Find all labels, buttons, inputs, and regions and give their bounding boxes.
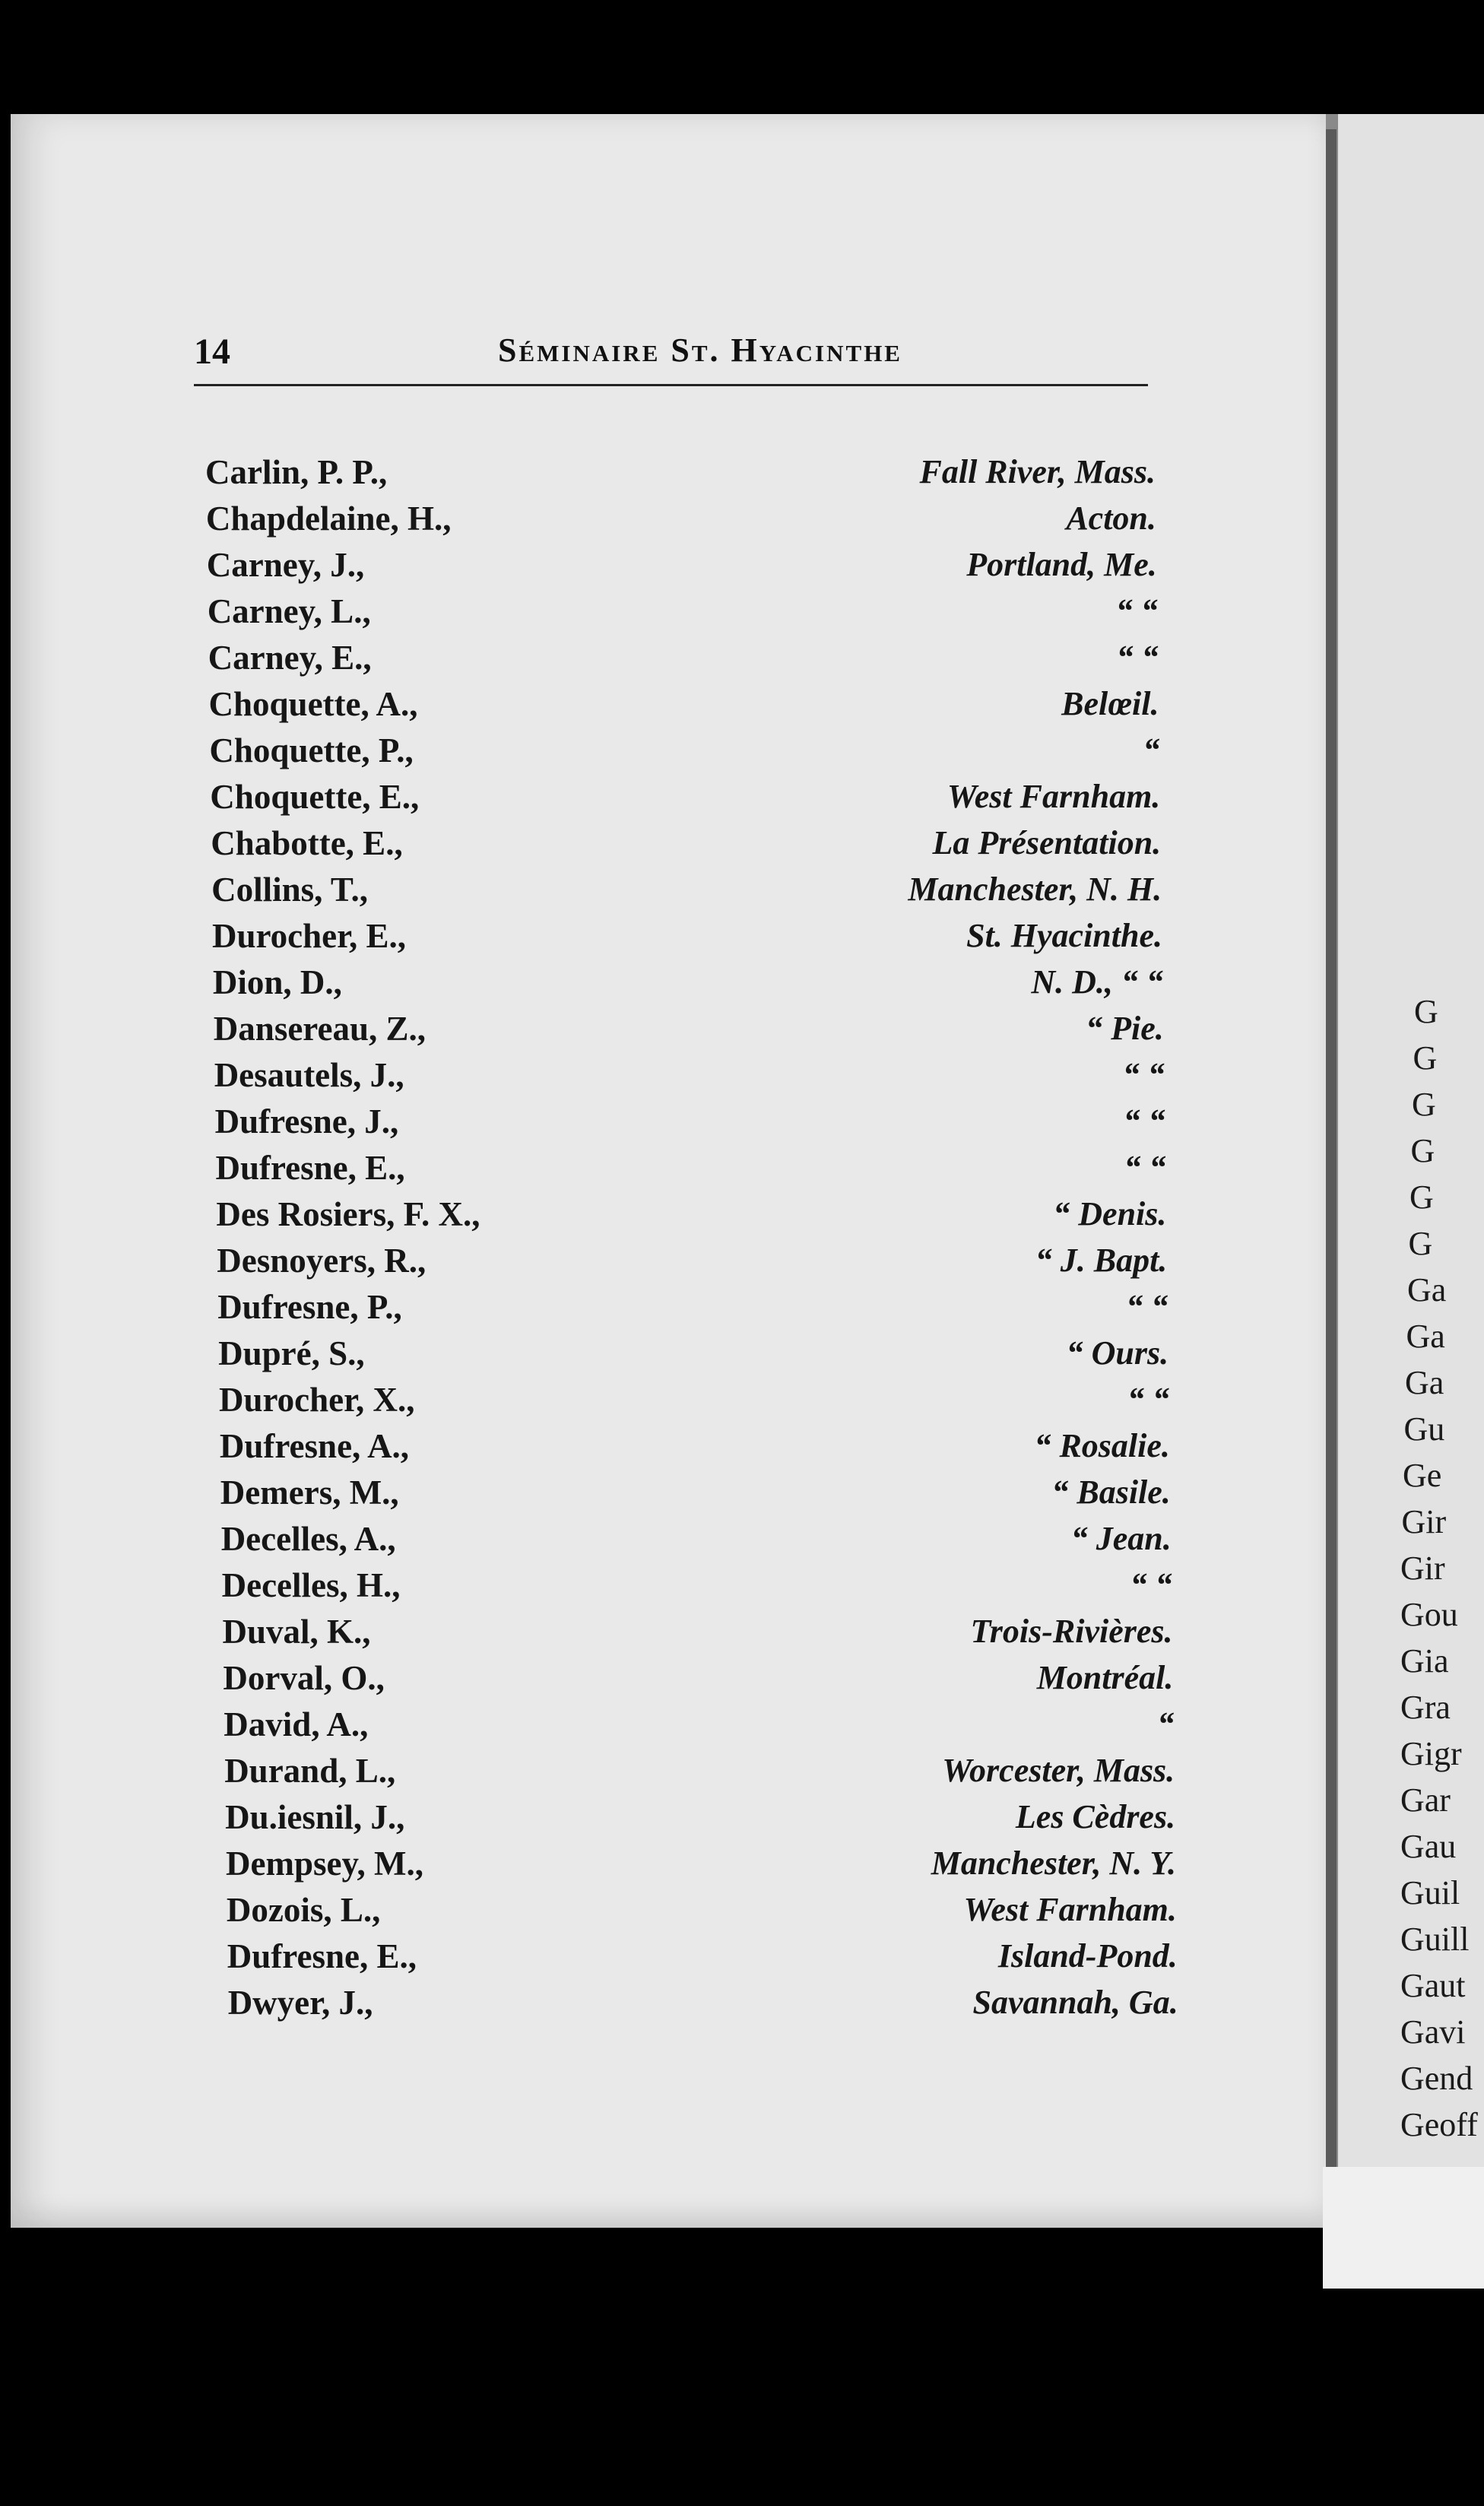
list-item bbox=[0, 1426, 1484, 1469]
list-item bbox=[0, 916, 1484, 959]
entry-place: “ “ bbox=[1115, 592, 1158, 630]
entry-name: Dwyer, J., bbox=[227, 1984, 373, 2022]
entry-name: Decelles, H., bbox=[221, 1566, 401, 1604]
entry-place: Trois-Rivières. bbox=[970, 1613, 1173, 1650]
list-item bbox=[0, 963, 1484, 1005]
list-item bbox=[0, 1844, 1484, 1886]
list-item bbox=[0, 1009, 1484, 1052]
facing-page-fragment: Ge bbox=[1403, 1457, 1442, 1494]
entry-place: Portland, Me. bbox=[966, 546, 1157, 583]
entry-name: Choquette, A., bbox=[208, 685, 418, 723]
list-item bbox=[0, 1705, 1484, 1747]
entry-name: Desautels, J., bbox=[214, 1056, 404, 1094]
entry-place: “ “ bbox=[1126, 1288, 1168, 1325]
entry-name: Dufresne, P., bbox=[217, 1288, 402, 1326]
entry-name: Desnoyers, R., bbox=[217, 1242, 426, 1280]
entry-name: Chapdelaine, H., bbox=[205, 500, 452, 538]
list-item bbox=[0, 1519, 1484, 1562]
entry-name: Dion, D., bbox=[212, 963, 342, 1001]
facing-page-fragment: Ga bbox=[1406, 1318, 1445, 1355]
facing-page-fragment: Gigr bbox=[1400, 1735, 1462, 1772]
entry-place: Acton. bbox=[1066, 500, 1156, 537]
list-item bbox=[0, 1334, 1484, 1376]
entry-name: Dansereau, Z., bbox=[213, 1010, 426, 1048]
entry-place: St. Hyacinthe. bbox=[966, 917, 1162, 954]
list-item bbox=[0, 499, 1484, 541]
entry-place: “ Basile. bbox=[1051, 1473, 1171, 1511]
facing-page-fragment: G bbox=[1413, 1039, 1438, 1077]
entry-name: Demers, M., bbox=[220, 1473, 399, 1512]
facing-page-fragment: Gia bbox=[1400, 1642, 1449, 1680]
list-item bbox=[0, 1565, 1484, 1608]
list-item bbox=[0, 870, 1484, 912]
list-item bbox=[0, 1658, 1484, 1701]
entry-name: Chabotte, E., bbox=[211, 824, 403, 862]
entry-place: Worcester, Mass. bbox=[942, 1752, 1175, 1789]
list-item bbox=[0, 1380, 1484, 1423]
list-item bbox=[0, 1287, 1484, 1330]
list-item bbox=[0, 1983, 1484, 2025]
entry-name: Dufresne, E., bbox=[215, 1149, 405, 1187]
entry-place: “ “ bbox=[1122, 1056, 1165, 1093]
facing-page-fragment: Gir bbox=[1401, 1503, 1447, 1540]
page-number: 14 bbox=[194, 331, 230, 372]
entry-place: Manchester, N. H. bbox=[908, 871, 1162, 908]
entry-name: Carney, J., bbox=[206, 546, 365, 584]
entry-name: Decelles, A., bbox=[220, 1520, 396, 1558]
entry-place: La Présentation. bbox=[932, 824, 1162, 861]
list-item bbox=[0, 1194, 1484, 1237]
list-item bbox=[0, 1612, 1484, 1654]
entry-name: Collins, T., bbox=[211, 871, 368, 909]
list-item bbox=[0, 638, 1484, 680]
entry-name: Des Rosiers, F. X., bbox=[216, 1195, 480, 1233]
list-item bbox=[0, 1148, 1484, 1191]
facing-page-fragment: Gar bbox=[1400, 1781, 1451, 1819]
entry-place: N. D., “ “ bbox=[1031, 963, 1163, 1001]
entry-name: Dufresne, A., bbox=[219, 1427, 410, 1465]
entry-name: Dupré, S., bbox=[218, 1334, 365, 1372]
entry-place: Island-Pond. bbox=[997, 1937, 1178, 1975]
entry-name: Duval, K., bbox=[222, 1613, 371, 1651]
entry-name: Dufresne, E., bbox=[227, 1937, 417, 1975]
entry-place: “ bbox=[1157, 1705, 1175, 1743]
facing-page-fragment: G bbox=[1410, 1132, 1435, 1169]
facing-page-fragment: Gou bbox=[1400, 1596, 1458, 1633]
running-title: Séminaire St. Hyacinthe bbox=[498, 331, 902, 369]
entry-place: West Farnham. bbox=[963, 1891, 1177, 1928]
entry-name: Choquette, E., bbox=[210, 778, 420, 816]
facing-page-fragment: Gaut bbox=[1400, 1967, 1466, 2004]
entry-name: Carney, L., bbox=[207, 592, 371, 630]
facing-page-fragment: Ga bbox=[1407, 1271, 1447, 1309]
list-item bbox=[0, 1797, 1484, 1840]
facing-page-fragment: Geoff bbox=[1400, 2106, 1478, 2143]
entry-name: Durocher, X., bbox=[219, 1381, 415, 1419]
entry-place: Belœil. bbox=[1061, 685, 1159, 722]
entry-place: Montréal. bbox=[1036, 1659, 1174, 1696]
facing-page-fragment: Ga bbox=[1405, 1364, 1444, 1401]
entry-name: Choquette, P., bbox=[209, 731, 414, 769]
entry-place: “ “ bbox=[1124, 1149, 1166, 1186]
entry-place: “ “ bbox=[1130, 1566, 1172, 1604]
facing-page-fragment: G bbox=[1412, 1086, 1436, 1123]
list-item bbox=[0, 452, 1484, 495]
facing-page-fragment: Gra bbox=[1400, 1689, 1451, 1726]
list-item bbox=[0, 1241, 1484, 1283]
entry-place: Savannah, Ga. bbox=[972, 1984, 1178, 2021]
facing-page-fragment: Gau bbox=[1400, 1828, 1457, 1865]
list-item bbox=[0, 731, 1484, 773]
facing-page-fragment: G bbox=[1409, 1178, 1434, 1216]
entry-place: “ J. Bapt. bbox=[1035, 1242, 1168, 1279]
entry-place: “ “ bbox=[1116, 639, 1159, 676]
entry-place: “ Jean. bbox=[1070, 1520, 1172, 1557]
facing-page-fragment: Guill bbox=[1400, 1921, 1470, 1958]
facing-page-fragment: Gir bbox=[1400, 1550, 1445, 1587]
entry-place: Fall River, Mass. bbox=[919, 453, 1156, 490]
list-item bbox=[0, 1751, 1484, 1794]
list-item bbox=[0, 592, 1484, 634]
entry-place: West Farnham. bbox=[947, 778, 1161, 815]
entry-name: Dempsey, M., bbox=[226, 1845, 423, 1883]
entry-place: “ “ bbox=[1123, 1102, 1165, 1140]
list-item bbox=[0, 1102, 1484, 1144]
entry-place: “ Denis. bbox=[1053, 1195, 1167, 1232]
facing-page-fragment: G bbox=[1414, 993, 1438, 1030]
entry-place: “ Ours. bbox=[1066, 1334, 1169, 1372]
entry-name: Dufresne, J., bbox=[214, 1102, 399, 1140]
list-item bbox=[0, 1055, 1484, 1098]
entry-place: “ Pie. bbox=[1086, 1010, 1164, 1047]
facing-page-fragment: Gend bbox=[1400, 2060, 1473, 2097]
list-item bbox=[0, 1937, 1484, 1979]
entry-name: Dozois, L., bbox=[226, 1891, 381, 1929]
entry-name: Carney, E., bbox=[208, 639, 372, 677]
entry-place: “ bbox=[1143, 731, 1160, 769]
entry-place: Manchester, N. Y. bbox=[931, 1845, 1176, 1882]
entry-place: “ “ bbox=[1127, 1381, 1169, 1418]
entry-name: Durand, L., bbox=[224, 1752, 396, 1790]
facing-page-fragment: Gu bbox=[1403, 1410, 1445, 1448]
entry-name: Dorval, O., bbox=[223, 1659, 385, 1697]
entry-place: Les Cèdres. bbox=[1015, 1798, 1176, 1835]
entry-name: Durocher, E., bbox=[212, 917, 407, 955]
entry-name: Du.iesnil, J., bbox=[225, 1798, 405, 1836]
list-item bbox=[0, 684, 1484, 727]
list-item bbox=[0, 823, 1484, 866]
list-item bbox=[0, 777, 1484, 820]
entry-name: David, A., bbox=[224, 1705, 369, 1743]
entry-place: “ Rosalie. bbox=[1034, 1427, 1170, 1464]
facing-page-fragment: Guil bbox=[1400, 1874, 1460, 1911]
list-item bbox=[0, 545, 1484, 588]
entry-name: Carlin, P. P., bbox=[205, 453, 388, 491]
list-item bbox=[0, 1890, 1484, 1933]
facing-page-fragment: G bbox=[1408, 1225, 1433, 1262]
list-item bbox=[0, 1473, 1484, 1515]
facing-page-fragment: Gavi bbox=[1400, 2013, 1466, 2051]
